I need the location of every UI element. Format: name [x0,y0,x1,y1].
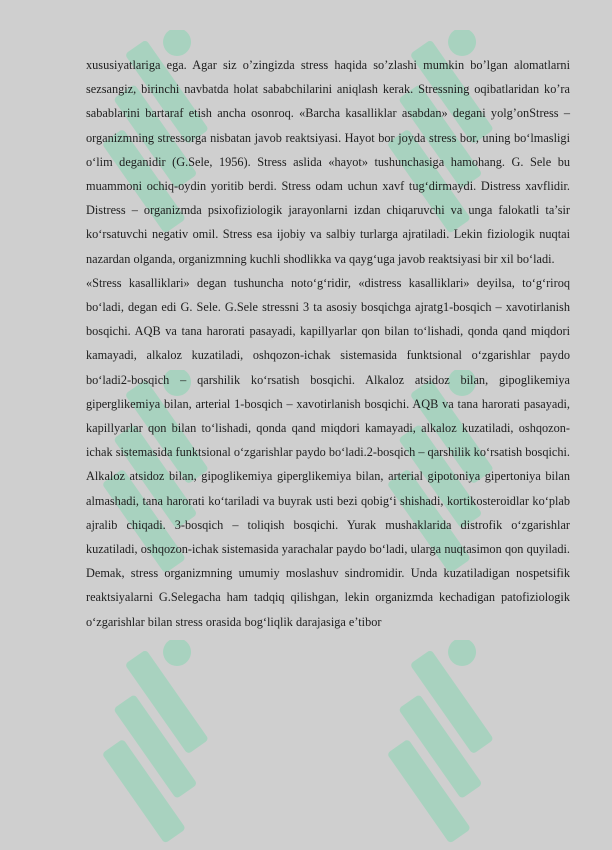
watermark-logo-icon [375,640,545,850]
watermark-logo-icon [90,640,260,850]
paragraph: «Stress kasalliklari» degan tushuncha noto‘g‘ridir, «distress kasalliklari» deyilsa, to‘g‘riroq bo‘ladi, degan edi G. Sele. G.Sele stressni 3 ta asosiy bosqichga ajratg1-bosqich – xavotirlanish bosqichi. AQB va tana harorati pasayadi, kapillyarlar qon bilan to‘lishadi, qonda qand miqdori kamayadi, alkaloz kuzatiladi, oshqozon-ichak sistemasida funktsional o‘zgarishlar paydo bo‘ladi2-bosqich – qarshilik ko‘rsatish bosqichi. Alkaloz atsidoz bilan, gipoglikemiya giperglikemiya bilan, arterial 1-bosqich – xavotirlanish bosqichi. AQB va tana harorati pasayadi, kapillyarlar qon bilan to‘lishadi, qonda qand miqdori kamayadi, alkaloz kuzatiladi, oshqozon-ichak sistemasida funktsional o‘zgarishlar paydo bo‘ladi.2-bosqich – qarshilik ko‘rsatish bosqichi. Alkaloz atsidoz bilan, gipoglikemiya giperglikemiya bilan, arterial gipotoniya gipertoniya bilan almashadi, tana harorati ko‘tariladi va buyrak usti bezi qobig‘i shishadi, kortikosteroidlar ko‘plab ajralib chiqadi. 3-bosqich – toliqish bosqichi. Yurak mushaklarida distrofik o‘zgarishlar kuzatiladi, oshqozon-ichak sistemasida yarachalar paydo bo‘ladi, ularga nuqtasimon qon quyiladi. Demak, stress organizmning umumiy moslashuv sindromidir. Unda kuzatiladigan nospetsifik reaktsiyalarni G.Selegacha ham tadqiq qilishgan, lekin organizmda kechadigan patofiziologik o‘zgarishlar bilan stress orasida bog‘liqlik darajasiga e’tibor [86,275,570,629]
paragraph: xususiyatlariga ega. Agar siz o’zingizda stress haqida so’zlashi mumkin bo’lgan alomatlarni sezsangiz, birinchi navbatda holat sababchilarini aniqlash kerak. Stressning oqibatlaridan ko’ra sabablarini bartaraf etish ancha osonroq. «Barcha kasalliklar asabdan» degani yolg’onStress – organizmning stressorga nisbatan javob reaktsiyasi. Hayot bor joyda stress bor, uning bo‘lmasligi o‘lim deganidir (G.Sele, 1956). Stress aslida «hayot» tushunchasiga hamohang. G. Sele bu muammoni ochiq-oydin yoritib berdi. Stress odam uchun xavf tug‘dirmaydi. Distress xavflidir. Distress – organizmda psixofiziologik jarayonlarni izdan chiqaruvchi va unga falokatli ta’sir ko‘rsatuvchi negativ omil. Stress esa ijobiy va salbiy turlarga ajratiladi. Lekin fiziologik nuqtai nazardan olganda, organizmning kuchli shodlikka va qayg‘uga javob reaktsiyasi bir xil bo‘ladi. [86,58,570,266]
document-body [86,53,570,634]
